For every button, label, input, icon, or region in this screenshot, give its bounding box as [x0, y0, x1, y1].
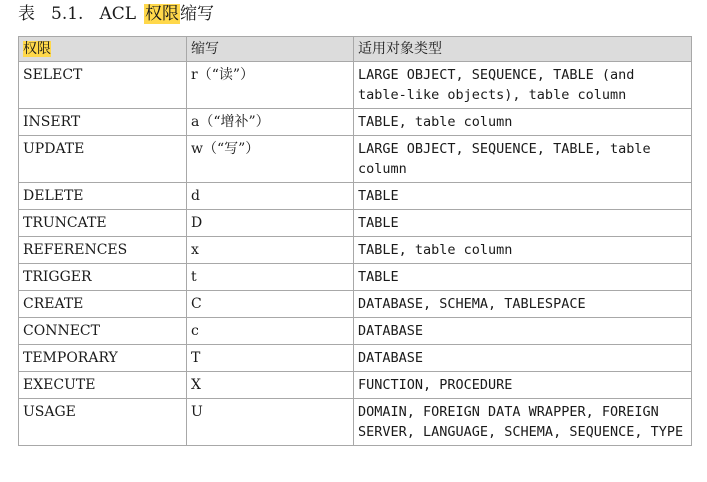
caption-number: 5.1. — [51, 4, 84, 24]
abbreviation-cell: U — [187, 399, 354, 446]
abbreviation-cell: r（“读”） — [187, 62, 354, 109]
objects-cell: DATABASE — [354, 345, 692, 372]
table-caption — [18, 2, 214, 26]
privilege-cell: UPDATE — [19, 136, 187, 183]
privilege-cell: TRUNCATE — [19, 210, 187, 237]
abbreviation-cell: x — [187, 237, 354, 264]
header-privilege-label: 权限 — [23, 41, 51, 57]
table-row — [19, 372, 692, 399]
table-row — [19, 237, 692, 264]
privilege-cell: CONNECT — [19, 318, 187, 345]
abbreviation-cell: w（“写”） — [187, 136, 354, 183]
caption-prefix: ACL — [99, 4, 137, 24]
privilege-cell: INSERT — [19, 109, 187, 136]
abbreviation-cell: C — [187, 291, 354, 318]
table-row — [19, 345, 692, 372]
table-row — [19, 136, 692, 183]
table-row — [19, 291, 692, 318]
objects-cell: DOMAIN, FOREIGN DATA WRAPPER, FOREIGN SERVER, LANGUAGE, SCHEMA, SEQUENCE, TYPE — [354, 399, 692, 446]
privilege-cell: USAGE — [19, 399, 187, 446]
header-applicable: 适用对象类型 — [354, 37, 692, 62]
abbreviation-cell: X — [187, 372, 354, 399]
table-row — [19, 210, 692, 237]
caption-suffix: 缩写 — [180, 4, 215, 24]
table-row — [19, 183, 692, 210]
table-row — [19, 109, 692, 136]
table-row — [19, 399, 692, 446]
privilege-cell: REFERENCES — [19, 237, 187, 264]
table-header-row — [19, 37, 692, 62]
abbreviation-cell: t — [187, 264, 354, 291]
objects-cell: TABLE, table column — [354, 109, 692, 136]
privilege-cell: CREATE — [19, 291, 187, 318]
privilege-cell: SELECT — [19, 62, 187, 109]
privilege-cell: TRIGGER — [19, 264, 187, 291]
objects-cell: FUNCTION, PROCEDURE — [354, 372, 692, 399]
abbreviation-cell: T — [187, 345, 354, 372]
objects-cell: TABLE, table column — [354, 237, 692, 264]
abbreviation-cell: c — [187, 318, 354, 345]
header-abbreviation: 缩写 — [187, 37, 354, 62]
abbreviation-cell: a（“增补”） — [187, 109, 354, 136]
table-row — [19, 62, 692, 109]
objects-cell: LARGE OBJECT, SEQUENCE, TABLE, table column — [354, 136, 692, 183]
privilege-cell: TEMPORARY — [19, 345, 187, 372]
abbreviation-cell: D — [187, 210, 354, 237]
abbreviation-cell: d — [187, 183, 354, 210]
privilege-cell: DELETE — [19, 183, 187, 210]
objects-cell: TABLE — [354, 264, 692, 291]
objects-cell: TABLE — [354, 210, 692, 237]
header-privilege — [19, 37, 187, 62]
objects-cell: LARGE OBJECT, SEQUENCE, TABLE (and table-like objects), table column — [354, 62, 692, 109]
table-row — [19, 318, 692, 345]
objects-cell: DATABASE, SCHEMA, TABLESPACE — [354, 291, 692, 318]
objects-cell: TABLE — [354, 183, 692, 210]
caption-highlight: 权限 — [145, 4, 180, 24]
objects-cell: DATABASE — [354, 318, 692, 345]
acl-privilege-table — [18, 36, 692, 446]
privilege-cell: EXECUTE — [19, 372, 187, 399]
table-row — [19, 264, 692, 291]
caption-label: 表 — [18, 4, 35, 24]
